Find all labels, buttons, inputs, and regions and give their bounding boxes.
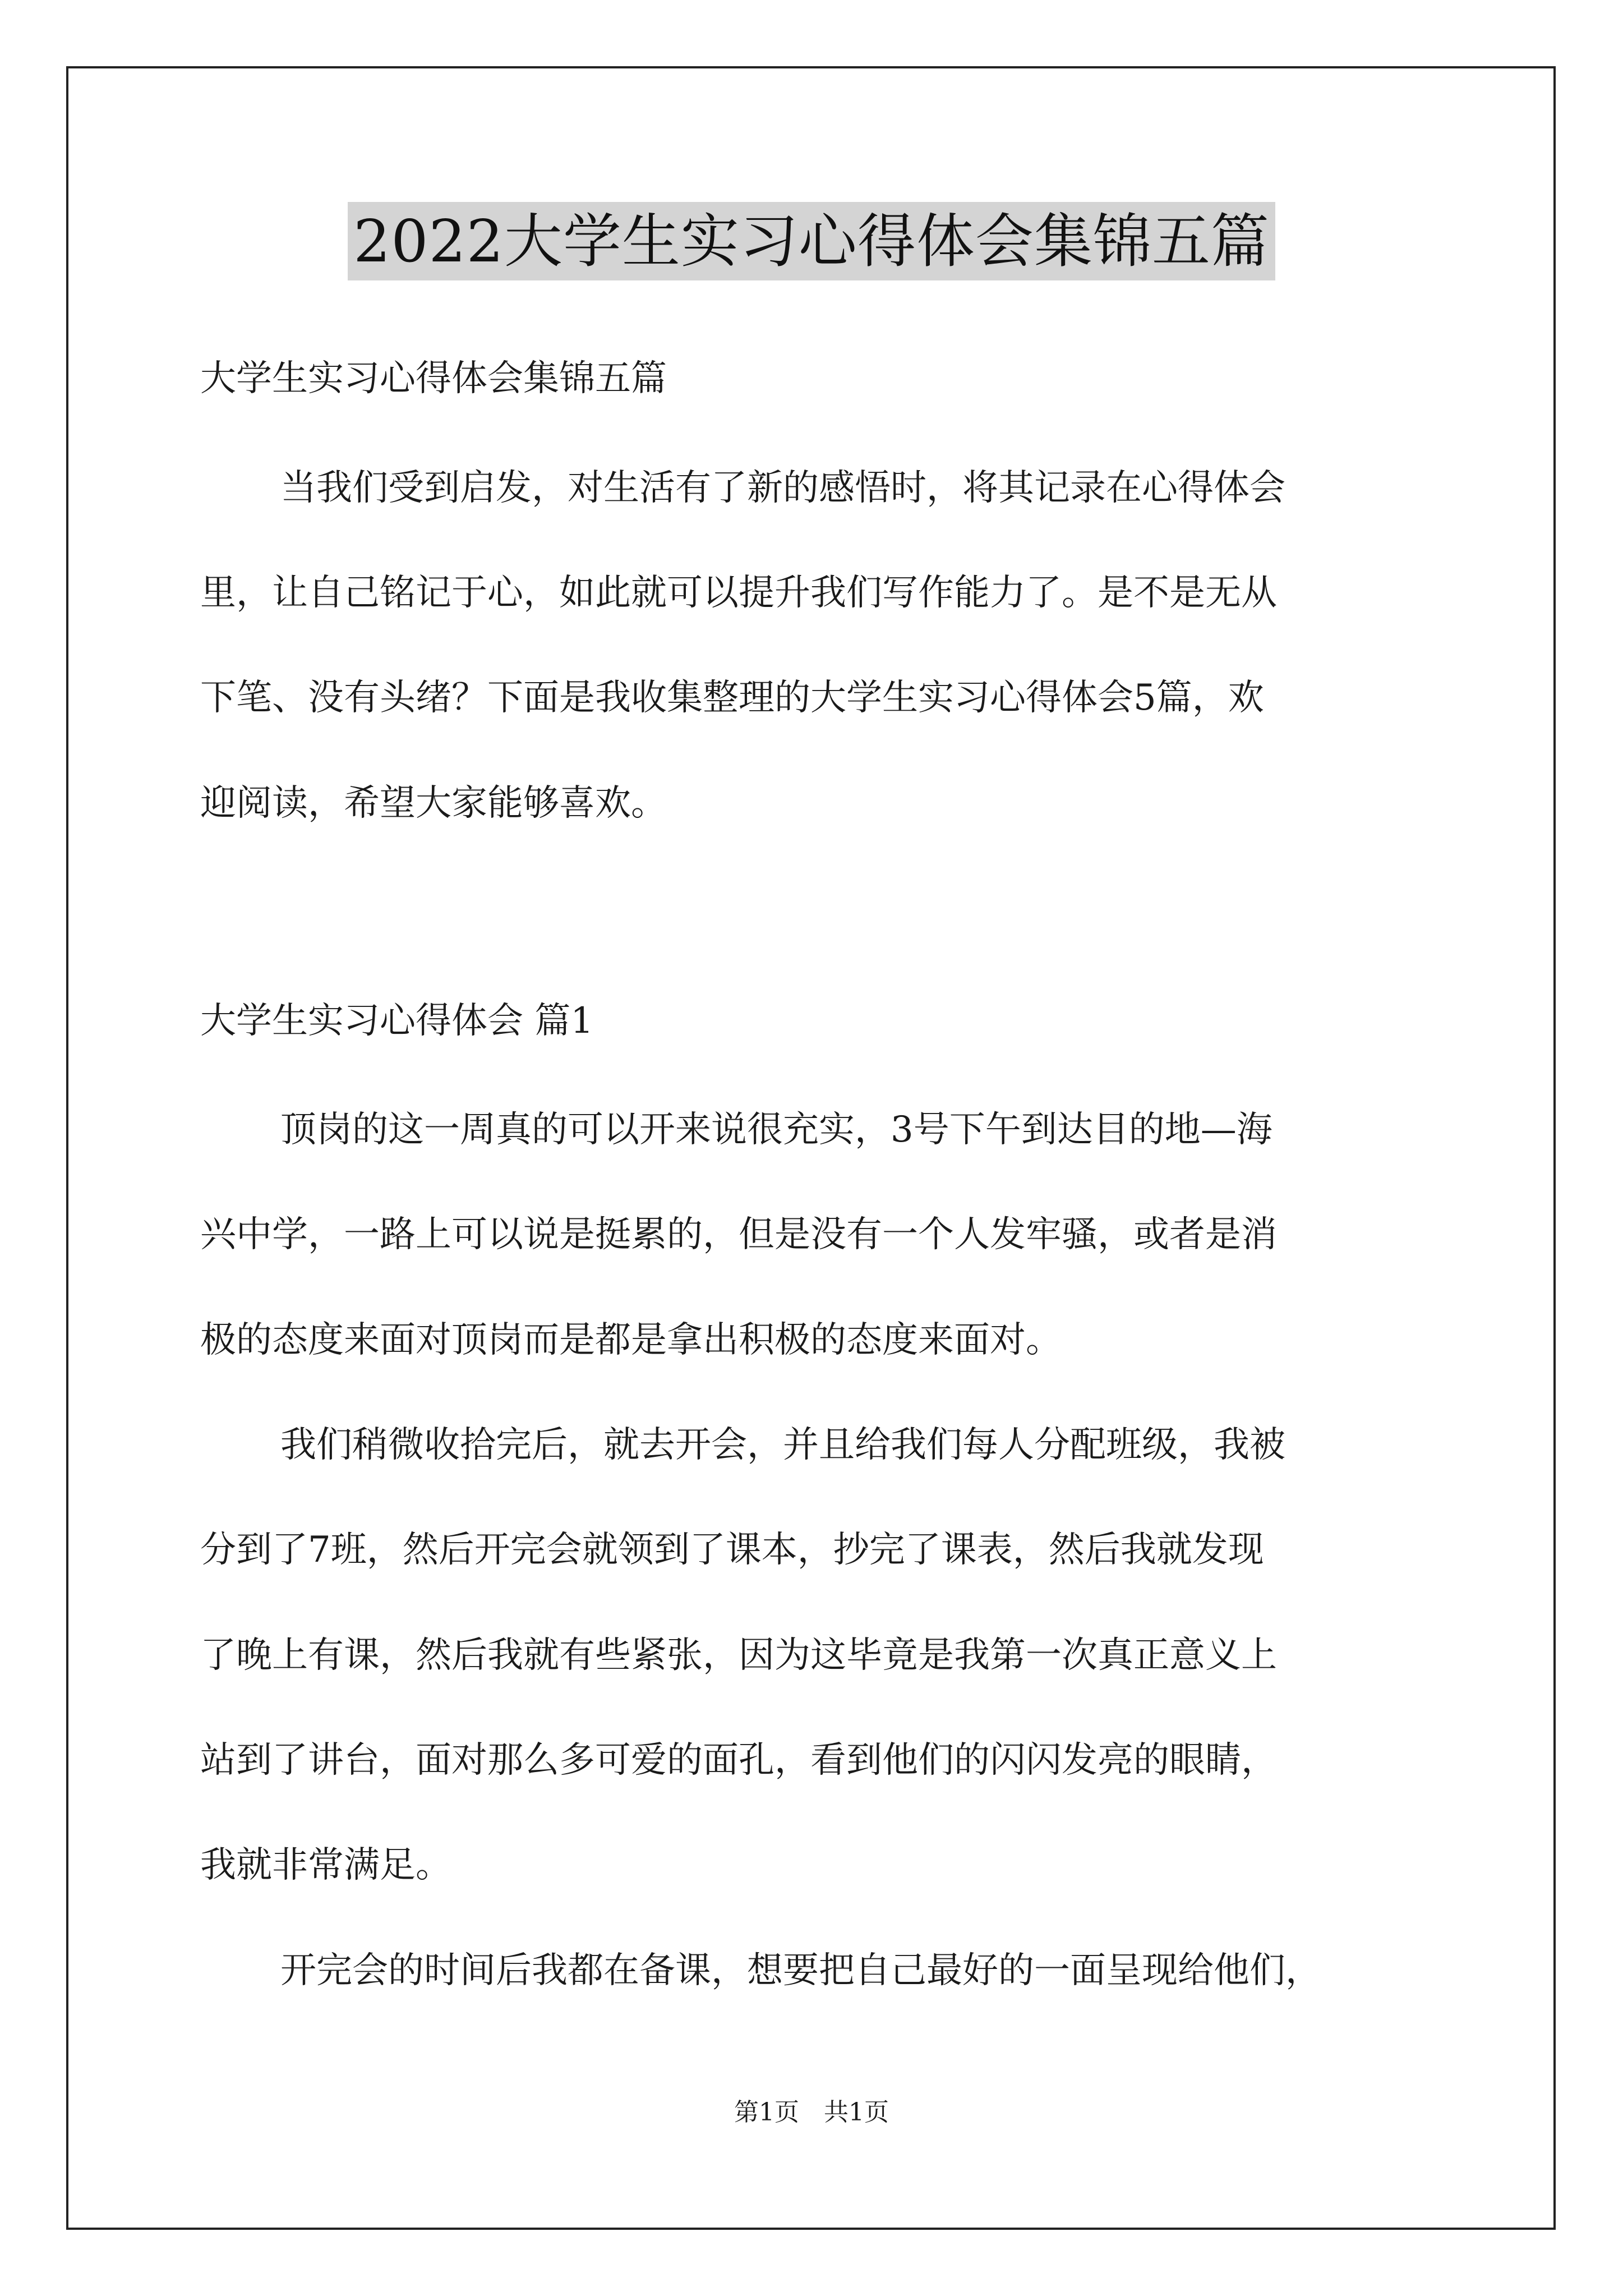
- paragraph1-line-1: 顶岗的这一周真的可以开来说很充实，3号下午到达目的地—海: [280, 1109, 1272, 1151]
- intro-line-3: 下笔、没有头绪？下面是我收集整理的大学生实习心得体会5篇，欢: [200, 677, 1264, 719]
- paragraph1-line-2: 兴中学，一路上可以说是挺累的，但是没有一个人发牢骚，或者是消: [200, 1214, 1277, 1255]
- intro-line-1: 当我们受到启发，对生活有了新的感悟时，将其记录在心得体会: [280, 467, 1285, 509]
- paragraph2-line-2: 分到了7班，然后开完会就领到了课本，抄完了课表，然后我就发现: [200, 1529, 1264, 1571]
- document-subtitle: 大学生实习心得体会集锦五篇: [200, 358, 667, 399]
- section-heading: 大学生实习心得体会 篇1: [200, 1000, 594, 1042]
- paragraph1-line-3: 极的态度来面对顶岗而是都是拿出积极的态度来面对。: [200, 1319, 1062, 1361]
- intro-line-2: 里，让自己铭记于心，如此就可以提升我们写作能力了。是不是无从: [200, 572, 1277, 614]
- paragraph2-line-5: 我就非常满足。: [200, 1844, 451, 1886]
- paragraph2-line-1: 我们稍微收拾完后，就去开会，并且给我们每人分配班级，我被: [280, 1424, 1285, 1466]
- document-title: 2022大学生实习心得体会集锦五篇: [348, 202, 1275, 280]
- page-footer: 第1页 共1页: [734, 2098, 889, 2127]
- paragraph2-line-4: 站到了讲台，面对那么多可爱的面孔，看到他们的闪闪发亮的眼睛，: [200, 1740, 1277, 1781]
- paragraph3-line-1: 开完会的时间后我都在备课，想要把自己最好的一面呈现给他们，: [280, 1950, 1321, 1991]
- title-container: [0, 202, 1623, 280]
- intro-line-4: 迎阅读，希望大家能够喜欢。: [200, 783, 667, 824]
- paragraph2-line-3: 了晚上有课，然后我就有些紧张，因为这毕竟是我第一次真正意义上: [200, 1635, 1277, 1676]
